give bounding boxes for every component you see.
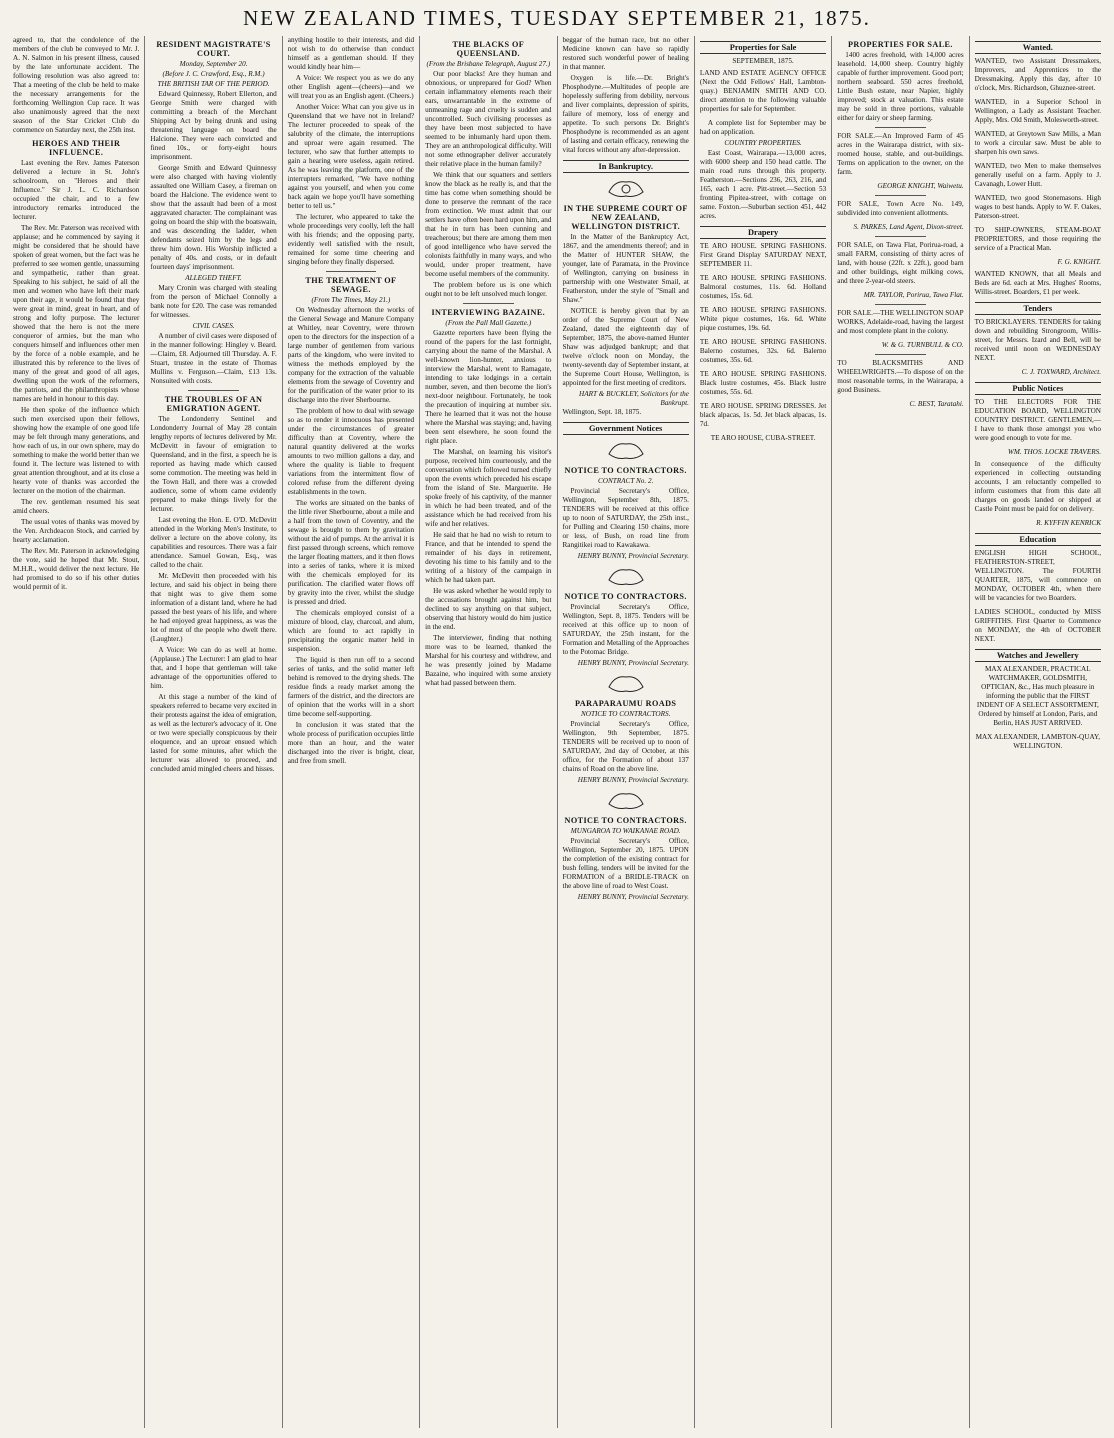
court-heading: IN THE SUPREME COURT OF NEW ZEALAND, WELLINGTON DISTRICT. (563, 204, 688, 231)
ad-heading: PROPERTIES FOR SALE. (848, 40, 953, 49)
article-source: (From The Times, May 21.) (311, 296, 391, 304)
article-heading: HEROES AND THEIR INFLUENCE. (32, 139, 121, 157)
column-8 (969, 36, 1106, 1428)
drapery-footer: TE ARO HOUSE, CUBA-STREET. (710, 434, 816, 442)
notice-heading: NOTICE TO CONTRACTORS. (564, 592, 687, 601)
column-6 (694, 36, 831, 1428)
article-paragraph: The Rev. Mr. Paterson in acknowledging the vote, said he hoped that Mr. Stout, M.H.R., would deliver the next lecture. He had promised to do so if his other duties would permit of it. (13, 547, 140, 591)
article-paragraph: A Voice: We can do as well at home. (Applause.) The Lecturer: I am glad to hear that, and I hope that gentleman will take advantage of the opportunities offered to him. (150, 646, 277, 690)
article-paragraph: At this stage a number of the kind of speakers referred to became very excited in their protests against the idea of emigration, as well as the lecturer's advocacy of it. One or two were specially conspicuous by their eloquence, and an uproar ensued which lasted for some minutes, after which the lecturer was allowed to proceed, and concluded amid mingled cheers and hisses. (150, 693, 277, 773)
wanted-ad: TO SHIP-OWNERS, STEAM-BOAT PROPRIETORS, and those requiring the service of a Practical Man. (974, 226, 1101, 252)
columns (8, 36, 1106, 1428)
public-notice: TO THE ELECTORS FOR THE EDUCATION BOARD, WELLINGTON COUNTRY DISTRICT. GENTLEMEN,—I have to thank those amongst you who were good enough to vote for me. (974, 398, 1101, 442)
divider (188, 390, 239, 391)
section-band: Tenders (975, 302, 1101, 315)
coat-of-arms-icon (605, 440, 647, 462)
column-3 (282, 36, 419, 1428)
article-paragraph: A number of civil cases were disposed of in the manner following: Hingley v. Beard.—Claim, £8. Adjourned till Thursday. A. F. Stuart, trustee in the estate of Thomas Mullins v. Ferguson.—Claim, £13 13s. Nonsuited with costs. (150, 332, 277, 385)
ad-paragraph: LAND AND ESTATE AGENCY OFFICE (Next the Odd Fellows' Hall, Lambton-quay.) BENJAMIN SMITH AND CO. direct attention to the following valuable properties for sale for September. (699, 69, 827, 113)
notice-paragraph: Provincial Secretary's Office, Wellington, September 20, 1875. UPON the completion of the existing contract for bush felling, tenders will be invited for the FORMATION of a BRIDLE-TRACK on the above line of road to West Coast. (562, 837, 689, 890)
notice-subheading: CONTRACT No. 2. (597, 477, 654, 485)
article-paragraph: The Marshal, on learning his visitor's purpose, received him courteously, and the conversation which followed turned chiefly upon the events which preceded his escape from the island of Ste. Marguerite. He spoke freely of his captivity, of the manner in which he had been treated, and of the assistance which he had received from his wife and her relatives. (425, 448, 552, 528)
article-paragraph: He then spoke of the influence which such men exercised upon their fellows, showing how the example of one good life may be felt through many generations, and how each of us, in our own sphere, may do something to make the world better than we found it. The lecture was listened to with great attention throughout, and at its close a hearty vote of thanks was accorded the lecturer on the motion of the chairman. (13, 406, 140, 495)
article-paragraph: Last evening the Rev. James Paterson delivered a lecture in St. John's schoolroom, on "Heroes and their Influence." Sir J. L. C. Richardson occupied the chair, and to a few introductory remarks introduced the lecturer. (13, 159, 140, 221)
article-paragraph: Another Voice: What can you give us in Queensland that we have not in Ireland? The lecturer proceeded to speak of the salubrity of the climate, the interruptions and uproar were again resumed. The lecturer, who saw that further attempts to gain a hearing were useless, again retired. As he was leaving the platform, one of the interrupters remarked, "We have nothing against you yourself, and when you come back again we hope you'll have something better to tell us." (287, 103, 415, 210)
signature: HENRY BUNNY, Provincial Secretary. (577, 776, 689, 784)
article-paragraph: The problem of how to deal with sewage so as to render it innocuous has presented under the circumstances of greater difficulty than at Coventry, where the natural quantity delivered at the works amounts to two million gallons a day, and where the quality is liable to frequent variations from the intermittent flow of colored refuse from the different dyeing establishments in the town. (287, 407, 415, 496)
article-paragraph: George Smith and Edward Quinnessy were also charged with having violently assaulted one William Casey, a fireman on board the Halcione. The evidence went to show that the assault had been of a most aggravated character. The complainant was going on board the ship with the boatswain, and was descending the ladder, when defendants seized him by the legs and threw him down. His Worship inflicted a penalty of 40s. and costs, or in default fourteen days' imprisonment. (150, 164, 277, 271)
coat-of-arms-icon (605, 566, 647, 588)
article-heading: THE TROUBLES OF AN EMIGRATION AGENT. (164, 395, 263, 413)
notice-paragraph: Provincial Secretary's Office, Wellington, September 8th, 1875. TENDERS will be received at this office up to noon of SATURDAY, the 25th inst., for Pulling and Clearing 150 chains, more or less, of Bush, on road line from Rangitikei road to Kawakawa. (562, 487, 689, 549)
article-paragraph: We think that our squatters and settlers know the black as he really is, and that the time has come when something should be done to preserve the remnant of the race from extinction. We must admit that our settlers have often been hard upon him, and that he in turn has been cunning and treacherous; but there are among them men of good intelligence who have served the colonists faithfully in many ways, and who would, under proper treatment, have become useful members of the community. (425, 171, 552, 278)
notice-heading: PARAPARAUMU ROADS (575, 699, 677, 708)
wanted-ad: WANTED, at Greytown Saw Mills, a Man to work a circular saw. Must be able to sharpen his own saws. (974, 130, 1101, 156)
notice-paragraph: Provincial Secretary's Office, Wellington, 9th September, 1875. TENDERS will be received up to noon of SATURDAY, 2nd day of October, at this office, for the Formation of about 137 chains of Road on the above line. (562, 720, 689, 773)
ad-paragraph: FOR SALE, on Tawa Flat, Porirua-road, a small FARM, consisting of thirty acres of land, with house (22ft. x 22ft.), good barn and other buildings, eight milking cows, and three 2-year-old steers. (837, 241, 964, 285)
article-paragraph: The lecturer, who appeared to take the whole proceedings very coolly, left the hall with his friends; and the opposing party, evidently well satisfied with the result, remained for some time cheering and singing before they finally dispersed. (287, 213, 415, 266)
article-source: (From the Pall Mall Gazette.) (445, 319, 532, 327)
ad-paragraph: TO BLACKSMITHS AND WHEELWRIGHTS.—To dispose of on the most reasonable terms, in the Wairarapa, a good Business. (837, 359, 964, 394)
divider (463, 303, 514, 304)
drapery-ad: TE ARO HOUSE. SPRING FASHIONS. Balerno costumes, 32s. 6d. Balerno costumes, 35s. 6d. (699, 338, 827, 364)
signature: GEORGE KNIGHT, Waiwetu. (877, 182, 964, 190)
divider (875, 127, 926, 128)
article-paragraph: Our poor blacks! Are they human and obnoxious, or unprepared for God? When certain inflammatory elements reach their ears, unwarrantable in the extreme of unmeaning rage and cruelty is sudden and uncontrolled. Such civilising processes as they have been most subjected to have seemed to be inhumanly hard upon them. They are an anthropological difficulty. Will not some ethnographer deliver accurately their relative place in the human family? (425, 70, 552, 168)
signature: MR. TAYLOR, Porirua, Tawa Flat. (863, 291, 964, 299)
article-paragraph: In conclusion it was stated that the whole process of purification occupies little more than an hour, and the water discharged into the river is bright, clear, and free from smell. (287, 721, 415, 765)
article-paragraph: Gazette reporters have been flying the round of the papers for the last fortnight, carrying about the name of the Marshal. A well-known lion-hunter, anxious to interview the Marshal, went to Ramagate, intending to take lodgings in a certain number, seven, and then become the lion's next-door neighbour. Fortunately, he took the precaution of inquiring at number six. There he learned that it was not the house where the Marshal was staying; and, having been sent elsewhere, he soon found the right place. (425, 329, 552, 445)
article-heading: RESIDENT MAGISTRATE'S COURT. (156, 40, 271, 58)
article-paragraph: Last evening the Hon. E. O'D. McDevitt attended in the Working Men's Institute, to deliver a lecture on the above colony, its capabilities and resources. There was a fair attendance. Samuel Gowan, Esq., was called to the chair. (150, 516, 277, 569)
section-band: Government Notices (563, 422, 689, 435)
article-paragraph: The Londonderry Sentinel and Londonderry Journal of May 28 contain lengthy reports of lectures delivered by Mr. McDevitt in favour of emigration to Queensland, and in the first, a speech he is reported as having made which caused some commotion. The meeting was held in the Town Hall, and there was a crowded audience, some of whom came evidently prepared to make things lively for the lecturer. (150, 415, 277, 513)
notice-paragraph: In the Matter of the Bankruptcy Act, 1867, and the amendments thereof; and in the Matter of HUNTER SHAW, the younger, late of Paramata, in the Province of Wellington, carrying on business in partnership with one Westwater Smail, at Featherston, under the style of "Small and Shaw." (562, 233, 689, 304)
signature: C. J. TOXWARD, Architect. (1021, 368, 1101, 376)
divider (875, 354, 926, 355)
article-paragraph: anything hostile to their interests, and did not wish to do otherwise than conduct himself as a gentleman should. If they would kindly hear him— (287, 36, 415, 71)
subheading: CIVIL CASES. (192, 322, 235, 330)
subheading: THE BRITISH TAR OF THE PERIOD. (157, 80, 270, 88)
signature: C. BEST, Taratahi. (909, 400, 964, 408)
article-paragraph: The rev. gentleman resumed his seat amid cheers. (13, 498, 140, 515)
article-paragraph: The chemicals employed consist of a mixture of blood, clay, charcoal, and alum, which are found to act rapidly in precipitating the organic matter held in suspension. (287, 609, 415, 653)
coat-of-arms-icon (605, 178, 647, 200)
jewellery-ad: MAX ALEXANDER, PRACTICAL WATCHMAKER, GOLDSMITH, OPTICIAN, &c., Has much pleasure in informing the public that the FIRST INDENT OF A SELECT ASSORTMENT, Ordered by himself at London, Paris, and Berlin, HAS JUST ARRIVED. (976, 665, 1099, 727)
notice-paragraph: NOTICE is hereby given that by an order of the Supreme Court of New Zealand, dated the eighteenth day of September, 1875, the above-named Hunter Shaw was adjudged bankrupt; and that twelve o'clock noon on Monday, the twenty-seventh day of September instant, at the Supreme Court House, Wellington, is appointed for the first meeting of creditors. (562, 307, 689, 387)
signature: HART & BUCKLEY, Solicitors for the Bankrupt. (579, 390, 689, 407)
ad-paragraph: 1400 acres freehold, with 14,000 acres leasehold. 14,000 sheep. Country highly capable of further improvement. Good port; northern seaboard. 550 acres freehold, Little Bush estate, near Napier, highly improved; stock at valuation. This estate may be sold in three portions, valuable either for dairy or sheep farming. (837, 51, 964, 122)
education-ad: ENGLISH HIGH SCHOOL, FEATHERSTON-STREET, WELLINGTON. The FOURTH QUARTER, 1875, will commence on MONDAY, OCTOBER 4th, when there will be vacancies for two Boarders. (974, 549, 1101, 602)
section-band: Watches and Jewellery (975, 649, 1101, 662)
article-paragraph: The interviewer, finding that nothing more was to be learned, thanked the Marshal for his courtesy and withdrew, and he was presently joined by Madame Bazaine, who inquired with some anxiety what had passed between them. (425, 634, 552, 687)
wanted-ad: WANTED, two Men to make themselves generally useful on a farm. Apply to J. Cavanagh, Lower Hutt. (974, 162, 1101, 188)
section-band: Education (975, 533, 1101, 546)
article-paragraph: The Rev. Mr. Paterson was received with applause; and he commenced by saying it might be considered that he should have spoken of great women, but the fact was he preferred to see women gentle, unassuming and sympathetic, rather than great. Speaking to his subject, he said of all the men and women who have left their mark upon their age, it would be found that they were great in mind, great in heart, and of strong and lofty purpose. The lecturer showed that the hero is not the mere conqueror of armies, but the man who conquers himself and influences other men by the force of a noble example, and he illustrated this by reference to the lives of many of the great and good of all ages, dwelling upon the work of the reformers, the patriots, and the philanthropists whose names are held in honour to this day. (13, 224, 140, 403)
article-paragraph: agreed to, that the condolence of the members of the club be conveyed to Mr. J. A. N. Salmon in his present illness, caused by the late unfortunate accident. The following resolution was also agreed to: That a meeting of the club be held to make the necessary arrangements for the forthcoming Wellington Cup race. It was also unanimously agreed that the next season of the Star Cricket Club do commence on Saturday next, the 25th inst. (13, 36, 140, 134)
wanted-ad: WANTED KNOWN, that all Meals and Beds are 6d. each at Mrs. Hughes' Rooms, Willis-street. Boarders, £1 per week. (974, 270, 1101, 296)
signature: S. PARKES, Land Agent, Dixon-street. (853, 223, 964, 231)
article-source: (From the Brisbane Telegraph, August 27.) (426, 60, 551, 68)
notice-heading: NOTICE TO CONTRACTORS. (564, 466, 687, 475)
wanted-ad: WANTED, two Assistant Dressmakers, Improvers, and Apprentices to the Dressmaking. Apply this day, after 10 o'clock, Mrs. Richardson, Ghuznee-street. (974, 57, 1101, 92)
column-1 (8, 36, 144, 1428)
notice-date: Wellington, Sept. 18, 1875. (562, 408, 642, 416)
section-band: Drapery (700, 226, 826, 239)
ad-paragraph: A complete list for September may be had on application. (699, 119, 827, 136)
wanted-ad: WANTED, two good Stonemasons. High wages to best hands. Apply to W. F. Oakes, Paterson-street. (974, 194, 1101, 220)
divider (875, 195, 926, 196)
ad-paragraph: FOR SALE.—An Improved Farm of 45 acres in the Wairarapa district, with six-roomed house, stable, and out-buildings. Terms on application to the owner, on the farm. (837, 132, 964, 176)
drapery-ad: TE ARO HOUSE. SPRING DRESSES. Jet black alpacas, 1s. 5d. Jet black alpacas, 1s. 7d. (699, 402, 827, 428)
drapery-ad: TE ARO HOUSE. SPRING FASHIONS. First Grand Display SATURDAY NEXT, SEPTEMBER 11. (699, 242, 827, 268)
divider (326, 271, 377, 272)
coat-of-arms-icon (605, 790, 647, 812)
article-paragraph: The usual votes of thanks was moved by the Ven. Archdeacon Stock, and carried by hearty acclamation. (13, 518, 140, 544)
section-band: Public Notices (975, 382, 1101, 395)
signature: HENRY BUNNY, Provincial Secretary. (577, 893, 689, 901)
article-paragraph: The problem before us is one which ought not to be left unsolved much longer. (425, 281, 552, 298)
signature: HENRY BUNNY, Provincial Secretary. (577, 659, 689, 667)
signature: MAX ALEXANDER, LAMBTON-QUAY, WELLINGTON. (975, 733, 1101, 750)
court-before: (Before J. C. Crawford, Esq., R.M.) (162, 70, 265, 78)
education-ad: LADIES SCHOOL, conducted by MISS GRIFFITHS. First Quarter to Commence on MONDAY, the 4th of OCTOBER NEXT. (974, 608, 1101, 643)
section-band: Properties for Sale (700, 41, 826, 54)
ad-date: SEPTEMBER, 1875. (732, 57, 794, 65)
article-paragraph: On Wednesday afternoon the works of the General Sewage and Manure Company at Whitley, near Coventry, were thrown open to the directors for the inspection of a large number of gentlemen from various parts of the kingdom, who were invited to witness the methods employed by the company for the extraction of the valuable elements from the sewage of Coventry and for the purification of the water prior to its discharge into the river Sherbourne. (287, 306, 415, 404)
drapery-ad: TE ARO HOUSE. SPRING FASHIONS. White pique costumes, 16s. 6d. White pique costumes, 19s. 6d. (699, 306, 827, 332)
drapery-ad: TE ARO HOUSE. SPRING FASHIONS. Balmoral costumes, 11s. 6d. Holland costumes, 15s. 6d. (699, 274, 827, 300)
wanted-ad: WANTED, in a Superior School in Wellington, a Lady as Assistant Teacher. Apply, Mrs. Old Smith, Molesworth-street. (974, 98, 1101, 124)
tender-ad: TO BRICKLAYERS. TENDERS for taking down and rebuilding Strongroom, Willis-street, for Messrs. Izard and Bell, will be received until noon on WEDNESDAY NEXT. (974, 318, 1101, 362)
divider (875, 236, 926, 237)
masthead: NEW ZEALAND TIMES, TUESDAY SEPTEMBER 21, 1875. (243, 6, 871, 30)
drapery-ad: TE ARO HOUSE. SPRING FASHIONS. Black lustre costumes, 45s. Black lustre costumes, 55s. 6d. (699, 370, 827, 396)
article-paragraph: He was asked whether he would reply to the accusations brought against him, but declined to say anything on that subject, observing that history would do him justice in the end. (425, 587, 552, 631)
coat-of-arms-icon (605, 673, 647, 695)
notice-subheading: NOTICE TO CONTRACTORS. (580, 710, 671, 718)
subheading: ALLEGED THEFT. (185, 274, 242, 282)
signature: WM. THOS. LOCKE TRAVERS. (1007, 448, 1101, 456)
notice-paragraph: Provincial Secretary's Office, Wellington, Sept. 8, 1875. Tenders will be received at this office up to noon of SATURDAY, the 25th instant, for the Formation and Metalling of the Approaches to the Potomac Bridge. (562, 603, 689, 656)
column-5 (557, 36, 694, 1428)
signature: W. & G. TURNBULL & CO. (881, 341, 964, 349)
article-paragraph: The liquid is then run off to a second series of tanks, and the solid matter left behind is removed to the drying sheds. The residue finds a ready market among the farmers of the district, and the directors are of opinion that the works will in a short time become self-supporting. (287, 656, 415, 718)
article-heading: THE TREATMENT OF SEWAGE. (305, 276, 397, 294)
signature: F. G. KNIGHT. (1057, 258, 1101, 266)
subheading: COUNTRY PROPERTIES. (724, 139, 802, 147)
column-7 (831, 36, 968, 1428)
article-paragraph: Mary Cronin was charged with stealing from the person of Michael Connolly a bank note for £20. The case was remanded for witnesses. (150, 284, 277, 319)
article-paragraph: A Voice: We respect you as we do any other English agent—(cheers)—and we will treat you as an English agent. (Cheers.) (287, 74, 415, 100)
ad-paragraph: FOR SALE.—THE WELLINGTON SOAP WORKS, Adelaide-road, having the largest and most complete plant in the colony. (837, 309, 964, 335)
section-band: In Bankruptcy. (563, 160, 689, 173)
article-paragraph: Mr. McDevitt then proceeded with his lecture, and said his object in being there that night was to give them some information of a distant land, where he had passed the best years of his life, and where he had enjoyed great happiness, as was the lot of most of the people who dwelt there. (Laughter.) (150, 572, 277, 643)
article-paragraph: Oxygen is life.—Dr. Bright's Phosphodyne.—Multitudes of people are hopelessly suffering from debility, nervous and liver complaints, depression of spirits, failure of memory, loss of energy and appetite. To such persons Dr. Bright's Phosphodyne is recommended as an agent of lasting and certain efficacy, renewing the vital forces without any after-depression. (562, 74, 689, 154)
section-band: Wanted. (975, 41, 1101, 54)
article-heading: THE BLACKS OF QUEENSLAND. (452, 40, 525, 58)
article-paragraph: He said that he had no wish to return to France, and that he intended to spend the remainder of his days in retirement, devoting his time to his family and to the writing of a history of the campaign in which he had taken part. (425, 531, 552, 584)
divider (875, 304, 926, 305)
notice-subheading: MUNGAROA TO WAIKANAE ROAD. (570, 827, 681, 835)
ad-paragraph: East Coast, Wairarapa.—13,000 acres, with 6000 sheep and 150 head cattle. The main road runs through this property. Featherston.—Sections 236, 263, 216, and 165, each 1 acre. Pitt-street.—Section 53 fronting Pipitea-street, with cottage on same. Foxton.—Suburban section 451, 442 acres. (699, 149, 827, 220)
ad-paragraph: FOR SALE, Town Acre No. 149, subdivided into convenient allotments. (837, 200, 964, 217)
article-paragraph: Edward Quinnessy, Robert Ellerton, and George Smith were charged with committing a breach of the Merchant Shipping Act by being drunk and using threatening language on board the Halcione. They were each convicted and fined 10s., or forty-eight hours imprisonment. (150, 90, 277, 161)
article-paragraph: The works are situated on the banks of the little river Sherbourne, about a mile and a half from the town of Coventry, and the sewage is brought to them by gravitation without the aid of pumps. At the arrival it is first passed through screens, which remove the larger floating matters, and it then flows into a series of tanks, where it is mixed with the chemicals employed for its purification. The clarified water flows off by gravity into the river, whilst the sludge is pressed and dried. (287, 499, 415, 606)
court-date: Monday, September 20. (179, 60, 248, 68)
public-notice: In consequence of the difficulty experienced in collecting outstanding accounts, I am reluctantly compelled to inform customers that from this date all charges on goods landed or shipped at Castle Point must be paid for on delivery. (974, 460, 1101, 513)
notice-heading: NOTICE TO CONTRACTORS. (564, 816, 687, 825)
signature: R. KYFFIN KENRICK (1036, 519, 1101, 527)
column-4 (419, 36, 556, 1428)
column-2 (144, 36, 281, 1428)
article-paragraph: beggar of the human race, but no other Medicine known can have so rapidly restored such wonderful power of healing in that manner. (562, 36, 689, 71)
article-heading: INTERVIEWING BAZAINE. (431, 308, 546, 317)
signature: HENRY BUNNY, Provincial Secretary. (577, 552, 689, 560)
